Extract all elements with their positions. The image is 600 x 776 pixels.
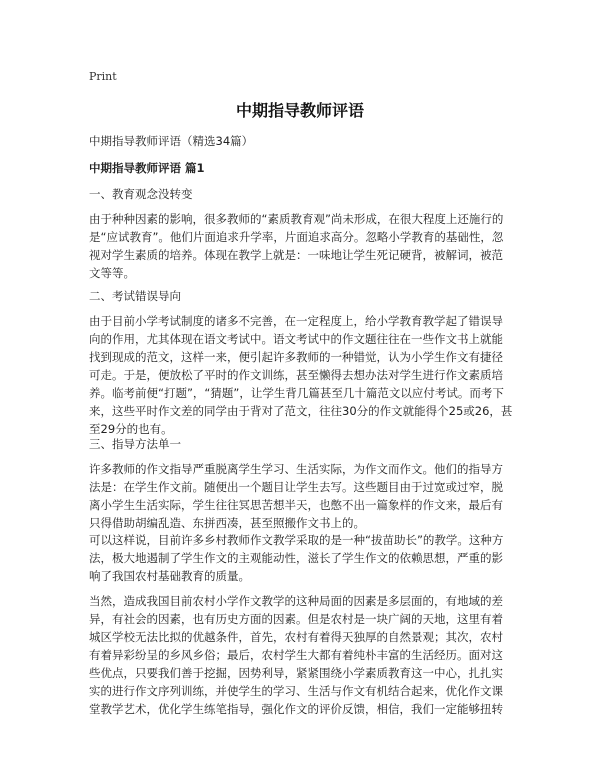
paragraph-line: 城区学校无法比拟的优越条件，首先，农村有着得天独厚的自然景观；其次，农村 [89, 630, 503, 644]
page-title: 中期指导教师评语 [235, 101, 364, 120]
paragraph-line: 法是：在学生作文前。随便出一个题目让学生去写。这些题目由于过宽或过窄，脱 [89, 480, 503, 494]
paragraph-line: 响了我国农村基础教育的质量。 [89, 569, 250, 583]
paragraph-line: 视对学生素质的培养。体现在教学上就是：一味地让学生死记硬背，被解词，被范 [89, 248, 503, 262]
paragraph-line: 养。临考前便“打题”，“猜题”，让学生背几篇甚至几十篇范文以应付考试。而考下 [89, 386, 504, 400]
paragraph-line: 可以这样说，目前许多乡村教师作文教学采取的是一种“拔苗助长”的教学。这种方 [89, 533, 504, 547]
paragraph-4 [89, 531, 514, 585]
paragraph-line: 只得借助胡编乱造、东拼西凑，甚至照搬作文书上的。 [89, 516, 365, 530]
paragraph-line: 许多教师的作文指导严重脱离学生学习、生活实际，为作文而作文。他们的指导方 [89, 462, 503, 476]
paragraph-line: 由于目前小学考试制度的诸多不完善，在一定程度上，给小学教育教学起了错误导 [89, 314, 503, 328]
paragraph-line: 有着异彩纷呈的乡风乡俗；最后，农村学生大都有着纯朴丰富的生活经历。面对这 [89, 648, 503, 662]
paragraph-line: 实的进行作文序列训练，并使学生的学习、生活与作文有机结合起来，优化作文课 [89, 684, 503, 698]
paragraph-3 [89, 460, 514, 532]
paragraph-line: 是“应试教育”。他们片面追求升学率，片面追求高分。忽略小学教育的基础性，忽 [89, 230, 504, 244]
paragraph-1 [89, 210, 514, 282]
paragraph-line: 堂教学艺术，优化学生练笔指导，强化作文的评价反馈，相信，我们一定能够扭转 [89, 702, 503, 716]
paragraph-line: 可走。于是，便放松了平时的作文训练，甚至懒得去想办法对学生进行作文素质培 [89, 368, 503, 382]
paragraph-line: 法，极大地遏制了学生作文的主观能动性，滋长了学生作文的依赖思想，严重的影 [89, 551, 503, 565]
paragraph-5 [89, 592, 514, 718]
heading-1: 一、教育观念没转变 [89, 187, 193, 201]
paragraph-line: 至29分的也有。 [89, 422, 173, 436]
paragraph-line: 离小学生生活实际，学生往往冥思苦想半天，也憋不出一篇象样的作文来，最后有 [89, 498, 503, 512]
heading-3: 三、指导方法单一 [89, 437, 181, 451]
document-subtitle: 中期指导教师评语（精选34篇） [89, 134, 254, 148]
paragraph-line: 些优点，只要我们善于挖掘，因势利导，紧紧围绕小学素质教育这一中心，扎扎实 [89, 666, 503, 680]
paragraph-line: 找到现成的范文，这样一来，便引起许多教师的一种错觉，认为小学生作文有捷径 [89, 350, 503, 364]
paragraph-line: 文等等。 [89, 266, 135, 280]
section-heading: 中期指导教师评语 篇1 [89, 161, 205, 175]
heading-2: 二、考试错误导向 [89, 289, 181, 303]
paragraph-line: 当然，造成我国目前农村小学作文教学的这种局面的因素是多层面的，有地域的差 [89, 594, 503, 608]
print-label[interactable]: Print [89, 70, 117, 83]
paragraph-line: 向的作用，尤其体现在语文考试中。语文考试中的作文题往往在一些作文书上就能 [89, 332, 503, 346]
paragraph-2 [89, 312, 514, 438]
paragraph-line: 由于种种因素的影响，很多教师的“素质教育观”尚未形成，在很大程度上还施行的 [89, 212, 504, 226]
paragraph-line: 来，这些平时作文差的同学由于背对了范文，往往30分的作文就能得个25或26，甚 [89, 404, 513, 418]
paragraph-line: 异，有社会的因素，也有历史方面的因素。但是农村是一块广阔的天地，这里有着 [89, 612, 503, 626]
